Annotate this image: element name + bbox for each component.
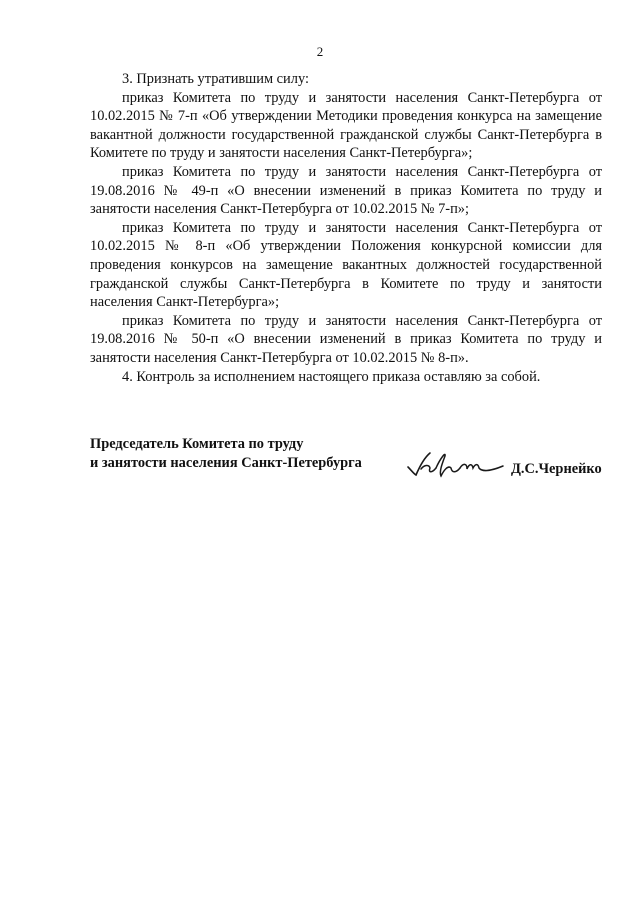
signature-block xyxy=(90,435,610,495)
document-body xyxy=(90,70,602,386)
paragraph-order-8p: приказ Комитета по труду и занятости населения Санкт-Петербурга от 10.02.2015 № 8-п «Об утверждении Положения конкурсной комиссии для проведения конкурсов на замещение вакантных должностей государственной гражданской службы Санкт-Петербурга в Комитете по труду и занятости населения Санкт-Петербурга»; xyxy=(90,219,602,311)
paragraph-clause-3: 3. Признать утратившим силу: xyxy=(122,71,309,87)
signatory-name: Д.С.Чернейко xyxy=(511,461,602,477)
paragraph-clause-4: 4. Контроль за исполнением настоящего приказа оставляю за собой. xyxy=(122,368,541,385)
signatory-title-line-2: и занятости населения Санкт-Петербурга xyxy=(90,454,362,471)
signatory-title-line-1: Председатель Комитета по труду xyxy=(90,436,304,452)
handwritten-signature xyxy=(405,447,505,481)
paragraph-order-49p: приказ Комитета по труду и занятости населения Санкт-Петербурга от 19.08.2016 № 49-п «О внесении изменений в приказ Комитета по труду и занятости населения Санкт-Петербурга от 10.02.2015 № 7-п»; xyxy=(90,163,602,218)
paragraph-order-7p: приказ Комитета по труду и занятости населения Санкт-Петербурга от 10.02.2015 № 7-п «Об утверждении Методики проведения конкурса на замещение вакантной должности государственной гражданской службы Санкт-Петербурга в Комитете по труду и занятости населения Санкт-Петербурга»; xyxy=(90,89,602,162)
signatory-title xyxy=(90,435,362,472)
paragraph-order-50p: приказ Комитета по труду и занятости населения Санкт-Петербурга от 19.08.2016 № 50-п «О внесении изменений в приказ Комитета по труду и занятости населения Санкт-Петербурга от 10.02.2015 № 8-п». xyxy=(90,312,602,366)
page-number: 2 xyxy=(316,44,324,59)
